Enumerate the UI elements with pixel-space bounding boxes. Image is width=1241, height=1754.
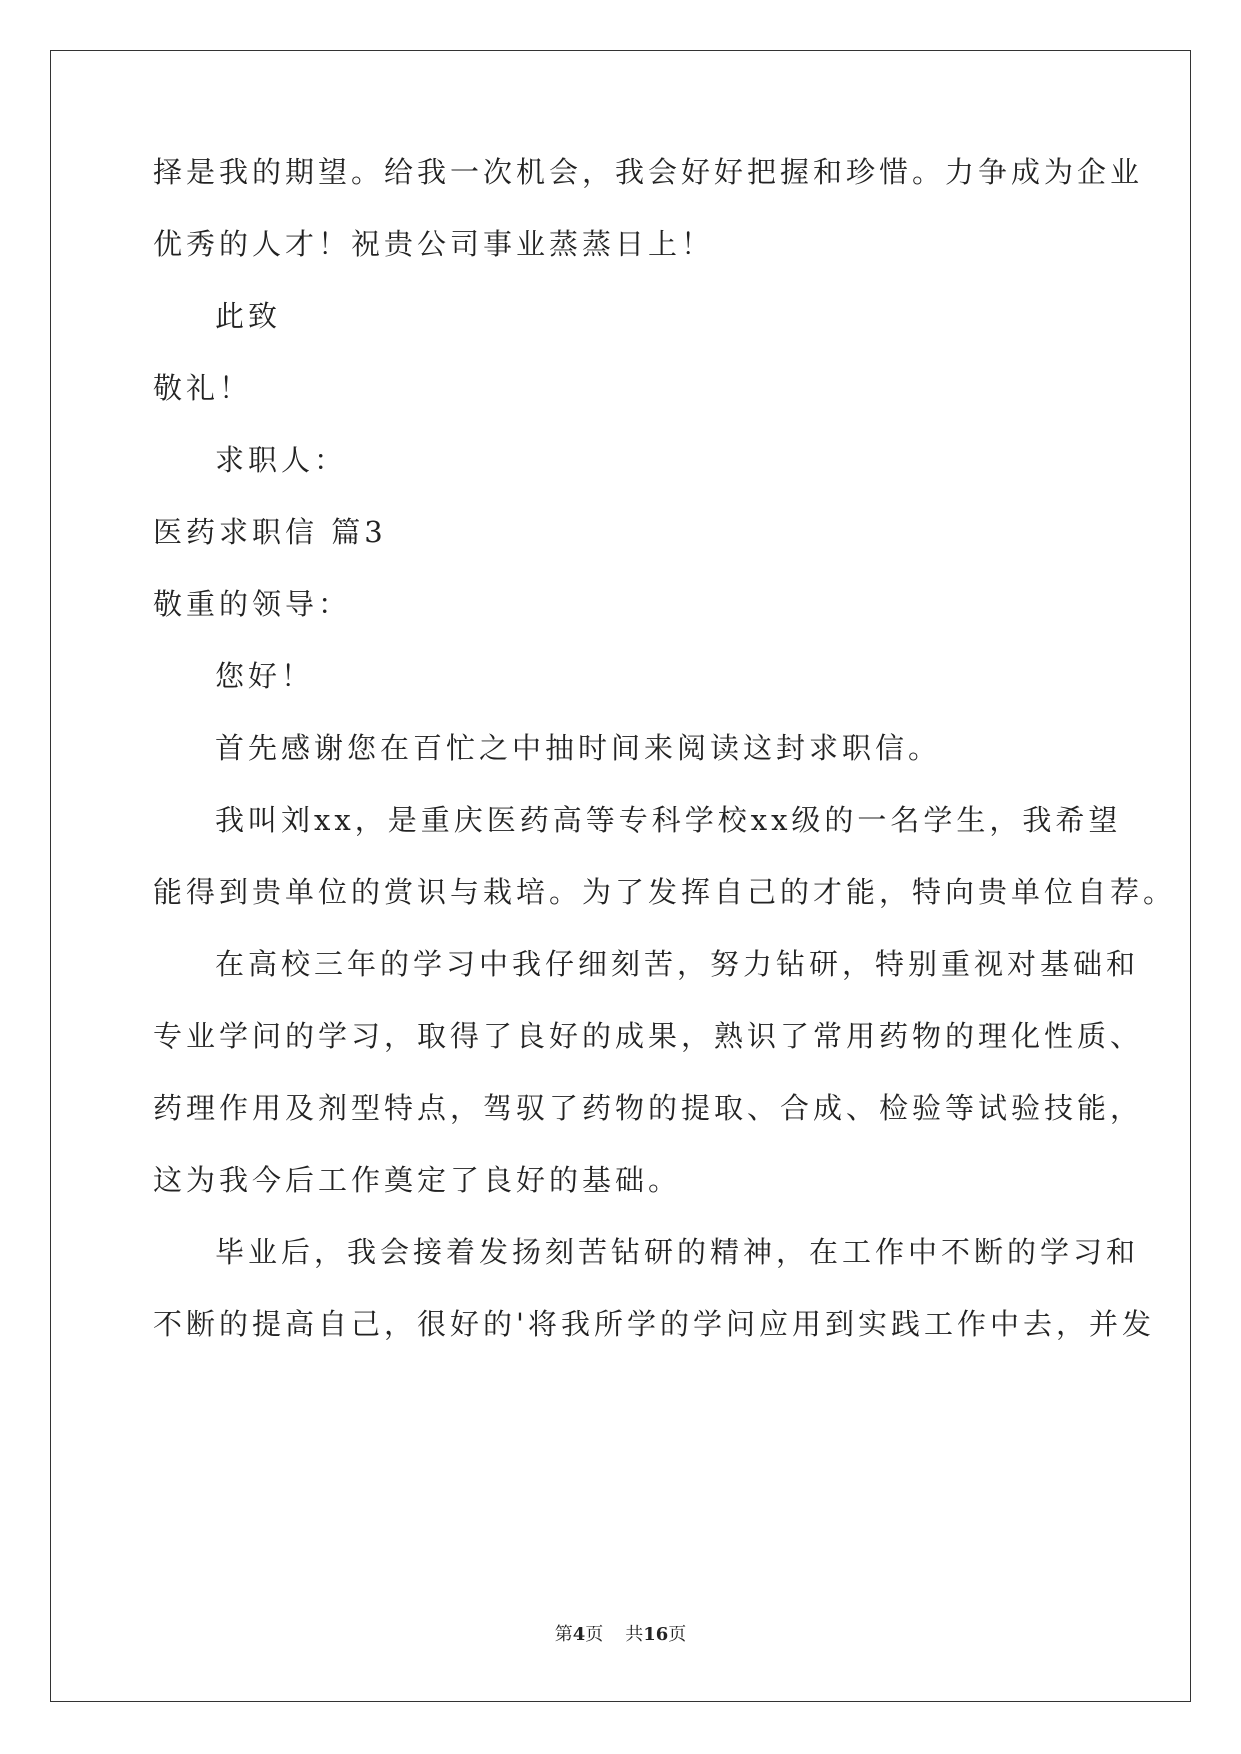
section-heading: 医药求职信 篇3 bbox=[153, 515, 387, 549]
text-line: 在高校三年的学习中我仔细刻苦，努力钻研，特别重视对基础和 bbox=[215, 947, 1140, 981]
greeting: 敬重的领导： bbox=[153, 587, 352, 621]
text-line: 不断的提高自己，很好的'将我所学的学问应用到实践工作中去，并发 bbox=[153, 1307, 1155, 1341]
text-line: 毕业后，我会接着发扬刻苦钻研的精神，在工作中不断的学习和 bbox=[215, 1235, 1140, 1269]
text-line: 药理作用及剂型特点，驾驭了药物的提取、合成、检验等试验技能， bbox=[153, 1091, 1144, 1125]
text-line: 我叫刘xx，是重庆医药高等专科学校xx级的一名学生，我希望 bbox=[215, 803, 1122, 837]
page-suffix: 页 bbox=[585, 1624, 604, 1645]
closing-salutation: 此致 bbox=[215, 299, 282, 333]
text-line: 优秀的人才！祝贵公司事业蒸蒸日上！ bbox=[153, 227, 715, 261]
text-line: 首先感谢您在百忙之中抽时间来阅读这封求职信。 bbox=[215, 731, 942, 765]
total-pages: 16 bbox=[643, 1624, 669, 1645]
page-number: 4 bbox=[572, 1624, 586, 1645]
text-line: 这为我今后工作奠定了良好的基础。 bbox=[153, 1163, 682, 1197]
text-line: 能得到贵单位的赏识与栽培。为了发挥自己的才能，特向贵单位自荐。 bbox=[153, 875, 1177, 909]
closing-respect: 敬礼！ bbox=[153, 371, 253, 405]
text-line: 择是我的期望。给我一次机会，我会好好把握和珍惜。力争成为企业 bbox=[153, 155, 1144, 189]
total-suffix: 页 bbox=[668, 1624, 687, 1645]
page-prefix: 第 bbox=[554, 1624, 573, 1645]
greeting-hello: 您好！ bbox=[215, 659, 315, 693]
text-line: 专业学问的学习，取得了良好的成果，熟识了常用药物的理化性质、 bbox=[153, 1019, 1144, 1053]
page-footer bbox=[0, 1620, 1241, 1646]
total-prefix: 共 bbox=[625, 1624, 644, 1645]
signature-label: 求职人： bbox=[215, 443, 348, 477]
